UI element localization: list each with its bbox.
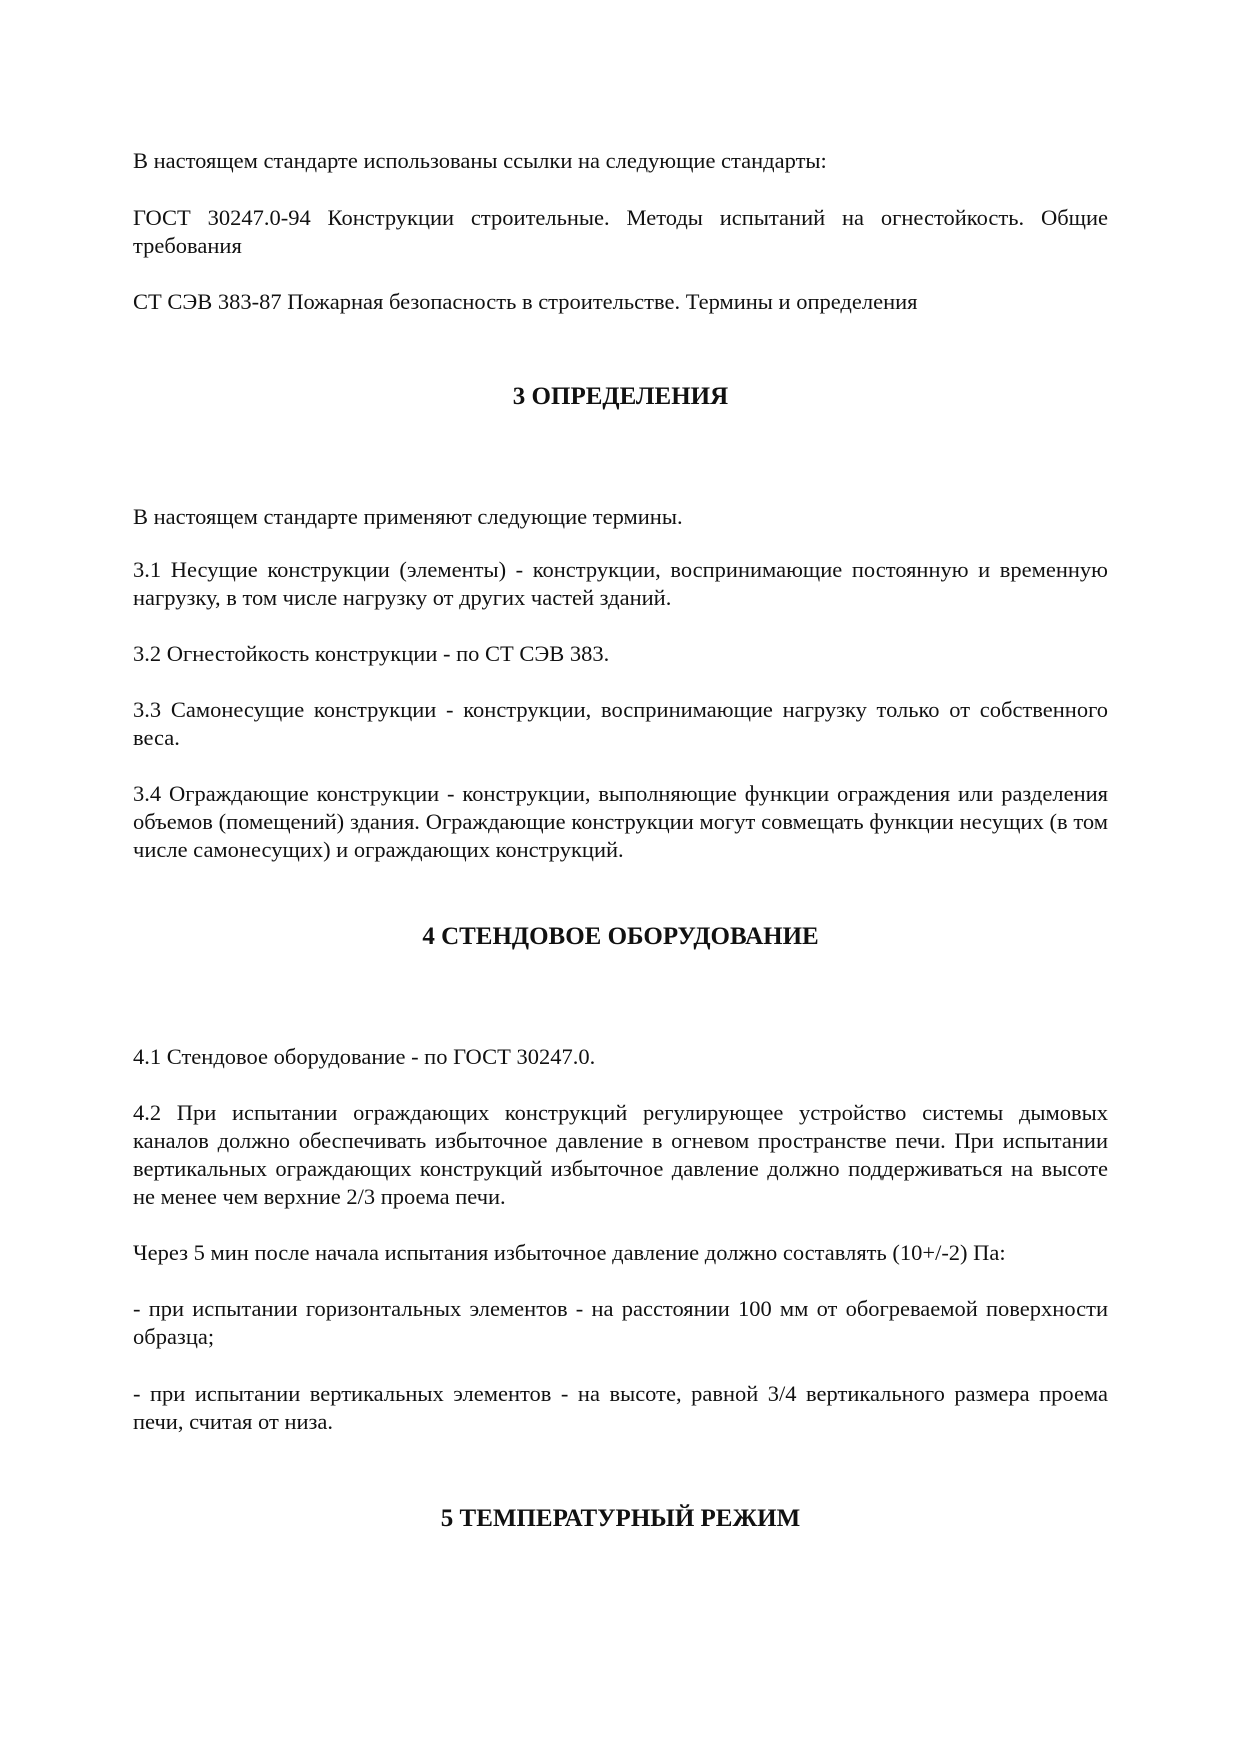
definition-3-3: 3.3 Самонесущие конструкции - конструкции, воспринимающие нагрузку только от собственного веса. — [133, 697, 1108, 750]
definitions-intro: В настоящем стандарте применяют следующие термины. — [133, 504, 683, 529]
definition-3-2: 3.2 Огнестойкость конструкции - по СТ СЭВ 383. — [133, 641, 610, 666]
pressure-requirement: Через 5 мин после начала испытания избыточное давление должно составлять (10+/-2) Па: — [133, 1240, 1006, 1265]
clause-4-2: 4.2 При испытании ограждающих конструкций регулирующее устройство системы дымовых каналов должно обеспечивать избыточное давление в огневом пространстве печи. При испытании вертикальных ограждающих конструкций избыточное давление должно поддерживаться на высоте не менее чем верхние 2/3 проема печи. — [133, 1100, 1108, 1209]
clause-4-1: 4.1 Стендовое оборудование - по ГОСТ 30247.0. — [133, 1044, 596, 1069]
heading-definitions: 3 ОПРЕДЕЛЕНИЯ — [512, 383, 729, 410]
heading-temperature-regime: 5 ТЕМПЕРАТУРНЫЙ РЕЖИМ — [440, 1505, 801, 1532]
reference-gost-30247: ГОСТ 30247.0-94 Конструкции строительные. Методы испытаний на огнестойкость. Общие требования — [133, 205, 1108, 258]
references-intro: В настоящем стандарте использованы ссылки на следующие стандарты: — [133, 148, 827, 173]
definition-3-4: 3.4 Ограждающие конструкции - конструкции, выполняющие функции ограждения или разделения объемов (помещений) здания. Ограждающие конструкции могут совмещать функции несущих (в том числе самонесущих) и ограждающих конструкций. — [133, 781, 1108, 862]
vertical-elements-note: - при испытании вертикальных элементов - на высоте, равной 3/4 вертикального размера проема печи, считая от низа. — [133, 1381, 1108, 1434]
horizontal-elements-note: - при испытании горизонтальных элементов - на расстоянии 100 мм от обогреваемой поверхности образца; — [133, 1296, 1108, 1349]
reference-st-sev-383: СТ СЭВ 383-87 Пожарная безопасность в строительстве. Термины и определения — [133, 289, 918, 314]
heading-test-equipment: 4 СТЕНДОВОЕ ОБОРУДОВАНИЕ — [422, 923, 819, 950]
definition-3-1: 3.1 Несущие конструкции (элементы) - конструкции, воспринимающие постоянную и временную нагрузку, в том числе нагрузку от других частей зданий. — [133, 557, 1108, 610]
